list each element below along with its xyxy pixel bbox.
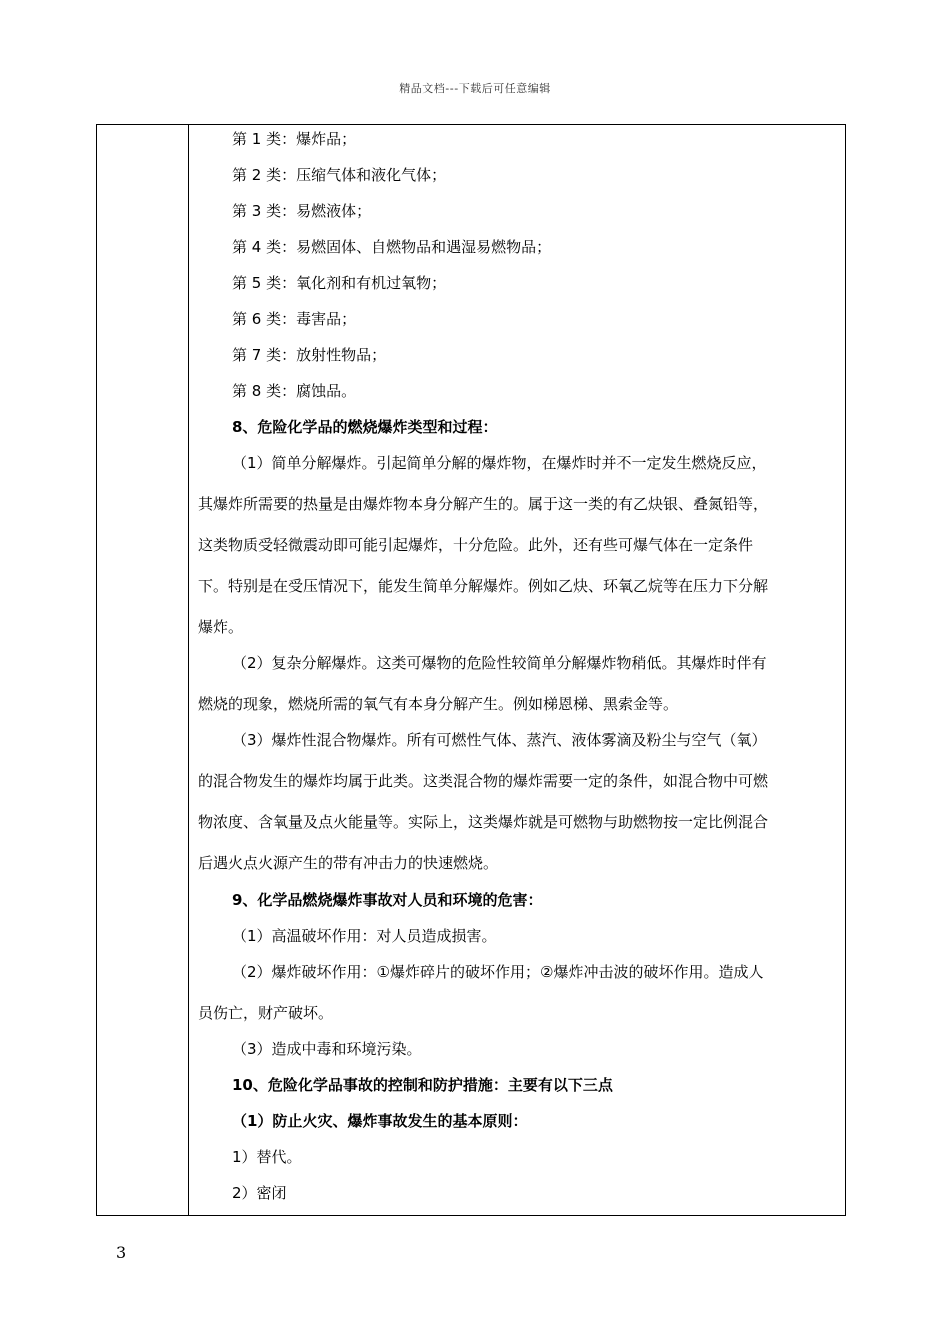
paragraph-2-line: （2）复杂分解爆炸。这类可爆物的危险性较简单分解爆炸物稍低。其爆炸时伴有 [232, 654, 767, 672]
paragraph-1-line: 这类物质受轻微震动即可能引起爆炸，十分危险。此外，还有些可爆气体在一定条件 [198, 536, 754, 554]
category-1: 第 1 类：爆炸品； [232, 130, 357, 148]
category-3: 第 3 类：易燃液体； [232, 202, 372, 220]
section-9-heading: 9、化学品燃烧爆炸事故对人员和环境的危害： [232, 891, 543, 909]
category-6: 第 6 类：毒害品； [232, 310, 357, 328]
section-8-heading: 8、危险化学品的燃烧爆炸类型和过程： [232, 418, 498, 436]
paragraph-1-line: （1）简单分解爆炸。引起简单分解的爆炸物，在爆炸时并不一定发生燃烧反应， [232, 454, 767, 472]
section-10-subheading: （1）防止火灾、爆炸事故发生的基本原则： [232, 1112, 528, 1130]
paragraph-1-line: 爆炸。 [198, 618, 244, 636]
table-left-cell [97, 125, 189, 1215]
section-9-item-2-continued: 员伤亡，财产破坏。 [198, 1004, 334, 1022]
page-header: 精品文档---下载后可任意编辑 [399, 82, 551, 95]
section-10-heading: 10、危险化学品事故的控制和防护措施：主要有以下三点 [232, 1076, 613, 1094]
document-table [96, 124, 846, 1216]
category-7: 第 7 类：放射性物品； [232, 346, 387, 364]
category-5: 第 5 类：氧化剂和有机过氧物； [232, 274, 447, 292]
section-9-item-3: （3）造成中毒和环境污染。 [232, 1040, 422, 1058]
principle-item-1: 1）替代。 [232, 1148, 302, 1166]
paragraph-3-line: 后遇火点火源产生的带有冲击力的快速燃烧。 [198, 854, 499, 872]
section-9-item-1: （1）高温破坏作用：对人员造成损害。 [232, 927, 497, 945]
table-content-cell [189, 125, 845, 1215]
category-4: 第 4 类：易燃固体、自燃物品和遇湿易燃物品； [232, 238, 552, 256]
section-9-item-2: （2）爆炸破坏作用：①爆炸碎片的破坏作用；②爆炸冲击波的破坏作用。造成人 [232, 963, 764, 981]
paragraph-3-line: （3）爆炸性混合物爆炸。所有可燃性气体、蒸汽、液体雾滴及粉尘与空气（氧） [232, 731, 767, 749]
category-8: 第 8 类：腐蚀品。 [232, 382, 357, 400]
paragraph-1-line: 其爆炸所需要的热量是由爆炸物本身分解产生的。属于这一类的有乙炔银、叠氮铅等， [198, 495, 769, 513]
paragraph-1-line: 下。特别是在受压情况下，能发生简单分解爆炸。例如乙炔、环氧乙烷等在压力下分解 [198, 577, 769, 595]
paragraph-2-line: 燃烧的现象，燃烧所需的氧气有本身分解产生。例如梯恩梯、黑索金等。 [198, 695, 679, 713]
principle-item-2: 2）密闭 [232, 1184, 287, 1202]
category-2: 第 2 类：压缩气体和液化气体； [232, 166, 447, 184]
page-number: 3 [116, 1243, 127, 1262]
paragraph-3-line: 物浓度、含氧量及点火能量等。实际上，这类爆炸就是可燃物与助燃物按一定比例混合 [198, 813, 769, 831]
paragraph-3-line: 的混合物发生的爆炸均属于此类。这类混合物的爆炸需要一定的条件，如混合物中可燃 [198, 772, 769, 790]
